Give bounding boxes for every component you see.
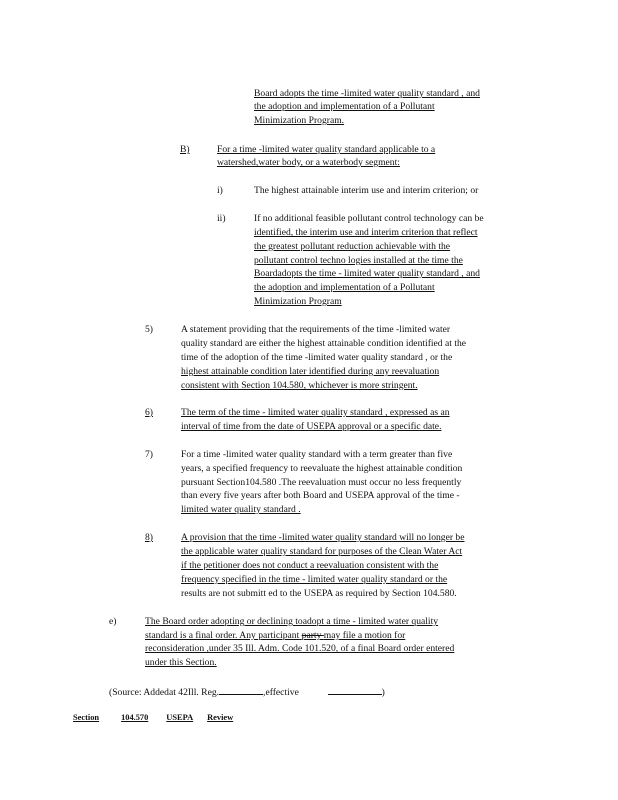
item-7-line-3: pursuant Section104.580 .The reevaluation must occur no less frequently [181,477,462,488]
item-e-line-2 [145,630,405,642]
item-ii-line-2: identified, the interim use and interim criterion that reflect [254,227,478,238]
item-ii-line-5: Boardadopts the time - limited water quality standard , and [254,268,480,279]
item-7-line-4: than every five years after both Board and USEPA approval of the time - [181,490,460,501]
item-5-line-2: quality standard are either the highest attainable condition identified at the [181,338,467,349]
item-b-line-1: For a time -limited water quality standard applicable to a [217,144,436,155]
item-i-text: The highest attainable interim use and interim criterion; or [254,185,479,196]
item-e-struck-word: party [301,630,324,641]
top-line-1: Board adopts the time -limited water quality standard , and [254,88,480,99]
section-heading [73,712,239,724]
item-8-line-4: frequency specified in the time - limited water quality standard or the [181,574,448,585]
source-blank-effective [328,685,382,695]
item-ii-line-1: If no additional feasible pollutant control technology can be [254,213,484,224]
item-ii-line-7: Minimization Program [254,296,342,307]
item-7-label: 7) [145,449,153,460]
section-title-2: Review [207,713,234,722]
item-8-line-1: A provision that the time -limited water quality standard will no longer be [181,532,465,543]
source-suffix: ) [381,687,385,698]
item-5-line-5: consistent with Section 104.580, whichever is more stringent. [181,380,418,391]
item-7-line-2: years, a specified frequency to reevaluate the highest attainable condition [181,463,463,474]
item-e-line-2-end: may file a motion for [323,630,406,641]
item-7-line-1: For a time -limited water quality standard with a term greater than five [181,449,453,460]
item-e-line-2-start: standard is a final order. Any participant [145,630,300,641]
source-middle: ,effective [263,687,299,698]
item-i-label: i) [217,185,223,196]
item-b-label: B) [180,144,190,155]
item-8-label: 8) [145,532,153,543]
item-6-label: 6) [145,407,153,418]
item-ii-line-3: the greatest pollutant reduction achievable with the [254,241,451,252]
item-e-line-3: reconsideration ,under 35 Ill. Adm. Code 101.520, of a final Board order entered [145,643,455,654]
item-5-line-3: time of the adoption of the time -limited water quality standard , or the [181,352,453,363]
source-blank-register [219,685,263,695]
item-ii-label: ii) [217,213,226,224]
item-e-line-4: under this Section. [145,657,217,668]
item-8-line-5: results are not submitt ed to the USEPA as required by Section 104.580. [181,588,457,599]
top-line-3: Minimization Program. [254,115,345,126]
item-b-line-2: watershed,water body, or a waterbody segment: [217,157,400,168]
item-6-line-1: The term of the time - limited water quality standard , expressed as an [181,407,450,418]
item-ii-line-4: pollutant control techno logies installed at the time the [254,255,463,266]
source-prefix: (Source: Addedat 42Ill. Reg. [109,687,220,698]
item-5-line-1: A statement providing that the requirements of the time -limited water [181,324,451,335]
item-e-label: e) [109,616,117,627]
item-8-line-3: if the petitioner does not conduct a reevaluation consistent with the [181,560,439,571]
source-note [109,685,385,699]
item-e-line-1: The Board order adopting or declining toadopt a time - limited water quality [145,616,439,627]
section-word: Section [73,713,100,722]
item-5-line-4: highest attainable condition later identified during any reevaluation [181,366,440,377]
section-title-1: USEPA [166,713,194,722]
section-number: 104.570 [121,713,149,722]
item-5-label: 5) [145,324,153,335]
top-line-2: the adoption and implementation of a Pollutant [254,101,435,112]
item-8-line-2: the applicable water quality standard for purposes of the Clean Water Act [181,546,463,557]
item-6-line-2: interval of time from the date of USEPA approval or a specific date. [181,421,442,432]
item-7-line-5: limited water quality standard . [181,504,301,515]
item-ii-line-6: the adoption and implementation of a Pollutant [254,282,435,293]
